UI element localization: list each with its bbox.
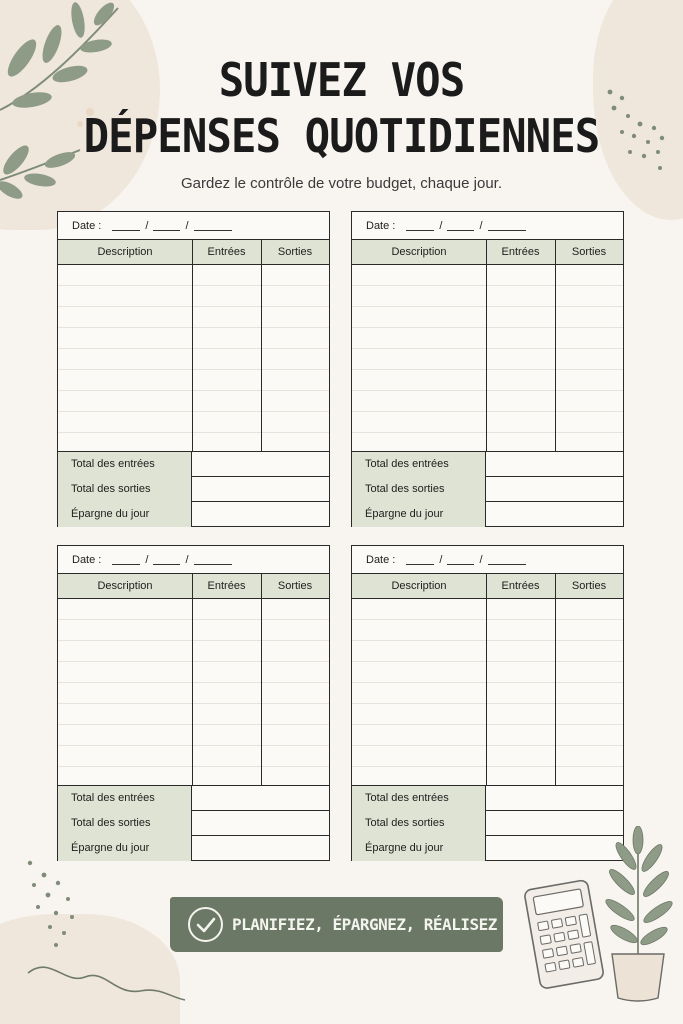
date-row: [58, 546, 329, 574]
date-year-blank[interactable]: [488, 222, 526, 231]
epargne-row[interactable]: [352, 836, 623, 860]
slogan-text: PLANIFIEZ, ÉPARGNEZ, RÉALISEZ: [232, 915, 497, 934]
date-separator: /: [439, 220, 443, 232]
entry-lines[interactable]: [352, 265, 623, 452]
page-subtitle: Gardez le contrôle de votre budget, chaque jour.: [180, 175, 503, 192]
daily-sheet: [351, 211, 624, 527]
epargne-row[interactable]: [58, 836, 329, 860]
column-divider: [192, 240, 193, 452]
date-day-blank[interactable]: [112, 556, 140, 565]
column-divider: [555, 574, 556, 786]
column-headers: [58, 574, 329, 599]
total-entrees-label: Total des entrées: [58, 786, 192, 811]
column-divider: [192, 574, 193, 786]
date-day-blank[interactable]: [406, 556, 434, 565]
date-label: Date :: [366, 220, 396, 232]
column-headers: [352, 240, 623, 265]
date-row: [352, 546, 623, 574]
date-row: [58, 212, 329, 240]
date-month-blank[interactable]: [447, 222, 474, 231]
column-description: Description: [391, 246, 447, 258]
date-month-blank[interactable]: [447, 556, 474, 565]
title-line-1: SUIVEZ VOS: [218, 53, 465, 107]
total-sorties-label: Total des sorties: [352, 477, 486, 502]
check-circle-icon: [188, 907, 223, 942]
column-sorties: Sorties: [571, 580, 607, 592]
column-sorties: Sorties: [277, 246, 313, 258]
date-label: Date :: [366, 554, 396, 566]
column-entrees: Entrées: [501, 580, 540, 592]
date-month-blank[interactable]: [153, 556, 180, 565]
column-entrees: Entrées: [501, 246, 540, 258]
column-entrees: Entrées: [207, 246, 246, 258]
total-sorties-row[interactable]: [352, 477, 623, 502]
column-description: Description: [391, 580, 447, 592]
date-row: [352, 212, 623, 240]
total-entrees-row[interactable]: [58, 452, 329, 477]
decor-dots-bottom-left: [20, 855, 190, 1015]
total-sorties-row[interactable]: [352, 811, 623, 836]
date-year-blank[interactable]: [488, 556, 526, 565]
total-sorties-label: Total des sorties: [352, 811, 486, 836]
title-line-2: DÉPENSES QUOTIDIENNES: [83, 109, 600, 163]
potted-plant-icon: [598, 826, 678, 1006]
entry-lines[interactable]: [58, 599, 329, 786]
column-sorties: Sorties: [571, 246, 607, 258]
date-separator: /: [185, 220, 189, 232]
daily-sheet: [57, 545, 330, 861]
date-month-blank[interactable]: [153, 222, 180, 231]
date-day-blank[interactable]: [406, 222, 434, 231]
date-separator: /: [439, 554, 443, 566]
daily-sheet: [351, 545, 624, 861]
total-entrees-row[interactable]: [352, 786, 623, 811]
entry-lines[interactable]: [58, 265, 329, 452]
date-label: Date :: [72, 554, 102, 566]
slogan-banner: [170, 897, 503, 952]
total-entrees-label: Total des entrées: [352, 452, 486, 477]
date-separator: /: [145, 220, 149, 232]
total-sorties-label: Total des sorties: [58, 811, 192, 836]
entry-lines[interactable]: [352, 599, 623, 786]
date-label: Date :: [72, 220, 102, 232]
date-separator: /: [145, 554, 149, 566]
column-entrees: Entrées: [207, 580, 246, 592]
date-separator: /: [479, 554, 483, 566]
column-divider: [486, 574, 487, 786]
total-entrees-label: Total des entrées: [352, 786, 486, 811]
epargne-row[interactable]: [58, 502, 329, 526]
total-entrees-label: Total des entrées: [58, 452, 192, 477]
column-divider: [486, 240, 487, 452]
total-entrees-row[interactable]: [58, 786, 329, 811]
total-sorties-row[interactable]: [58, 477, 329, 502]
page-title: [27, 52, 655, 164]
column-description: Description: [97, 580, 153, 592]
column-headers: [58, 240, 329, 265]
date-year-blank[interactable]: [194, 556, 232, 565]
column-divider: [261, 574, 262, 786]
epargne-label: Épargne du jour: [352, 502, 486, 527]
column-sorties: Sorties: [277, 580, 313, 592]
total-entrees-row[interactable]: [352, 452, 623, 477]
date-separator: /: [185, 554, 189, 566]
epargne-label: Épargne du jour: [58, 502, 192, 527]
epargne-label: Épargne du jour: [352, 836, 486, 861]
date-year-blank[interactable]: [194, 222, 232, 231]
epargne-row[interactable]: [352, 502, 623, 526]
daily-sheet: [57, 211, 330, 527]
column-divider: [555, 240, 556, 452]
date-day-blank[interactable]: [112, 222, 140, 231]
column-description: Description: [97, 246, 153, 258]
total-sorties-label: Total des sorties: [58, 477, 192, 502]
total-sorties-row[interactable]: [58, 811, 329, 836]
column-divider: [261, 240, 262, 452]
epargne-label: Épargne du jour: [58, 836, 192, 861]
column-headers: [352, 574, 623, 599]
date-separator: /: [479, 220, 483, 232]
